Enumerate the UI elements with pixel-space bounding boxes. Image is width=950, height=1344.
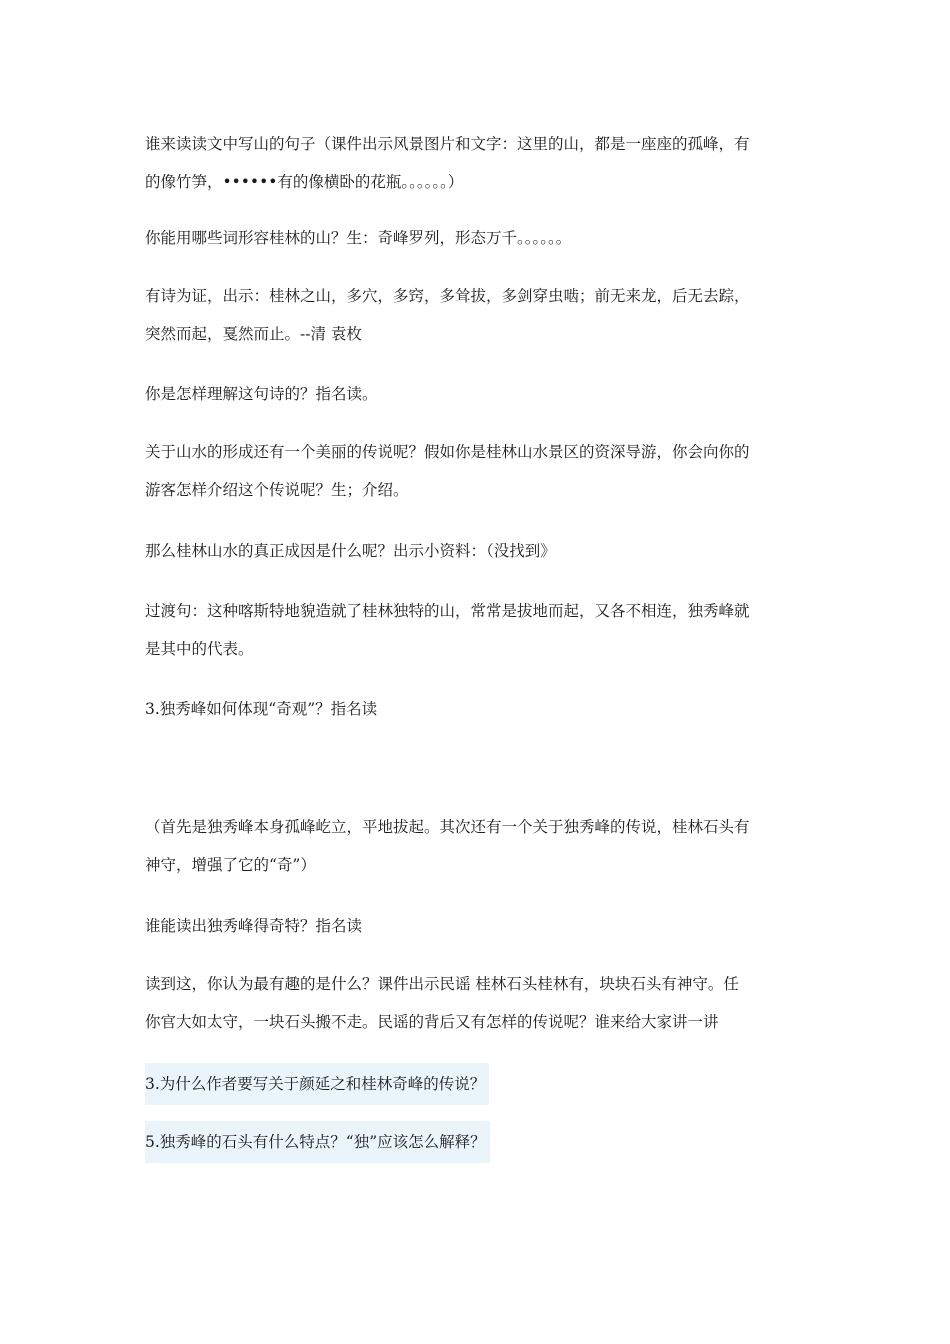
text-line: 是其中的代表。 <box>145 640 254 658</box>
text-line: 过渡句：这种喀斯特地貌造就了桂林独特的山，常常是拔地而起，又各不相连，独秀峰就 <box>145 602 750 620</box>
paragraph-question-stone <box>145 1121 805 1163</box>
paragraph-mountain-sentences <box>145 125 805 201</box>
paragraph-understand-poem <box>145 375 805 413</box>
paragraph-read-peculiarity <box>145 907 805 945</box>
text-line: （首先是独秀峰本身孤峰屹立，平地拔起。其次还有一个关于独秀峰的传说，桂林石头有 <box>145 818 750 836</box>
highlighted-text-line: 5.独秀峰的石头有什么特点？“独”应该怎么解释？ <box>145 1121 490 1163</box>
text-line: 的像竹笋，••••••有的像横卧的花瓶。。。。。。） <box>145 173 464 191</box>
text-line: 关于山水的形成还有一个美丽的传说呢？假如你是桂林山水景区的资深导游，你会向你的 <box>145 443 750 461</box>
text-line: 谁来读读文中写山的句子（课件出示风景图片和文字：这里的山，都是一座座的孤峰，有 <box>145 135 750 153</box>
text-line: 你能用哪些词形容桂林的山？生：奇峰罗列，形态万千。。。。。。 <box>145 229 572 247</box>
text-line: 谁能读出独秀峰得奇特？指名读 <box>145 917 363 935</box>
text-line: 游客怎样介绍这个传说呢？生；介绍。 <box>145 481 409 499</box>
text-line: 有诗为证，出示：桂林之山，多穴，多窍，多耸拔，多剑穿虫啮；前无来龙，后无去踪， <box>145 287 750 305</box>
paragraph-legend-guide <box>145 433 805 509</box>
text-line: 突然而起，戛然而止。--清 袁枚 <box>145 325 362 343</box>
paragraph-folk-rhyme <box>145 965 805 1041</box>
paragraph-describe-words <box>145 219 805 257</box>
text-line: 你官大如太守，一块石头搬不走。民谣的背后又有怎样的传说呢？谁来给大家讲一讲 <box>145 1013 719 1031</box>
paragraph-real-cause <box>145 532 805 570</box>
paragraph-explanation <box>145 808 805 884</box>
text-line: 神守，增强了它的“奇”） <box>145 856 316 874</box>
highlighted-text-line: 3.为什么作者要写关于颜延之和桂林奇峰的传说？ <box>145 1063 489 1105</box>
text-line: 3.独秀峰如何体现“奇观”？指名读 <box>145 700 378 718</box>
paragraph-question-3-wonder <box>145 690 805 728</box>
text-line: 那么桂林山水的真正成因是什么呢？出示小资料：（没找到》 <box>145 542 556 560</box>
paragraph-poem-evidence <box>145 277 805 353</box>
paragraph-question-legend <box>145 1063 805 1105</box>
text-line: 你是怎样理解这句诗的？指名读。 <box>145 385 378 403</box>
text-line: 读到这，你认为最有趣的是什么？课件出示民谣 桂林石头桂林有，块块石头有神守。任 <box>145 975 739 993</box>
paragraph-transition <box>145 592 805 668</box>
